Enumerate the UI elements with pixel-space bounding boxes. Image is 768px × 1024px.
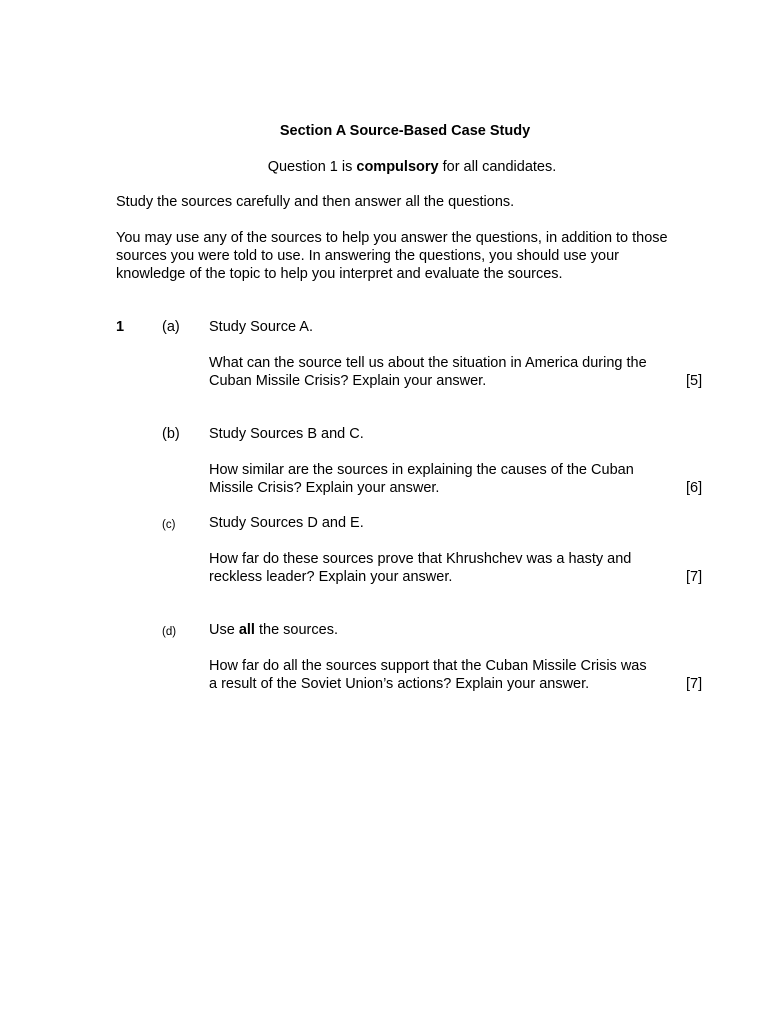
part-d-question-line-2: a result of the Soviet Union’s actions? Explain your answer.	[209, 676, 590, 692]
part-a-study: Study Source A.	[209, 319, 313, 335]
part-b-study: Study Sources B and C.	[209, 426, 364, 442]
part-d-marks: [7]	[686, 676, 703, 692]
instruction-paragraph-line-3: knowledge of the topic to help you interpret and evaluate the sources.	[116, 266, 563, 282]
part-b-question-line-2: Missile Crisis? Explain your answer.	[209, 480, 440, 496]
part-d-study-bold: all	[238, 622, 255, 638]
part-a-question-line-1: What can the source tell us about the situation in America during the	[209, 355, 647, 371]
part-label-d: (d)	[162, 626, 177, 638]
part-c-marks: [7]	[686, 569, 703, 585]
subtitle-bold: compulsory	[356, 159, 439, 175]
part-label-b: (b)	[162, 426, 180, 442]
part-c-question-line-1: How far do these sources prove that Khrushchev was a hasty and	[209, 551, 632, 567]
part-b-question-line-1: How similar are the sources in explaining the causes of the Cuban	[209, 462, 634, 478]
question-number: 1	[116, 319, 125, 335]
instruction-line: Study the sources carefully and then answer all the questions.	[116, 194, 515, 210]
section-subtitle	[0, 158, 768, 176]
part-d-study-pre: Use	[209, 622, 239, 638]
part-c-study: Study Sources D and E.	[209, 515, 364, 531]
part-label-c: (c)	[162, 519, 176, 531]
part-c-question-line-2: reckless leader? Explain your answer.	[209, 569, 453, 585]
instruction-paragraph-line-2: sources you were told to use. In answering the questions, you should use your	[116, 248, 619, 264]
part-a-question-line-2: Cuban Missile Crisis? Explain your answer.	[209, 373, 487, 389]
subtitle-pre: Question 1 is	[267, 159, 357, 175]
part-d-study-post: the sources.	[254, 622, 338, 638]
part-a-marks: [5]	[686, 373, 703, 389]
instruction-paragraph-line-1: You may use any of the sources to help you answer the questions, in addition to those	[116, 230, 668, 246]
subtitle-post: for all candidates.	[438, 159, 557, 175]
part-d-study	[209, 621, 338, 639]
section-title: Section A Source-Based Case Study	[279, 123, 531, 139]
part-d-question-line-1: How far do all the sources support that the Cuban Missile Crisis was	[209, 658, 647, 674]
part-label-a: (a)	[162, 319, 180, 335]
part-b-marks: [6]	[686, 480, 703, 496]
